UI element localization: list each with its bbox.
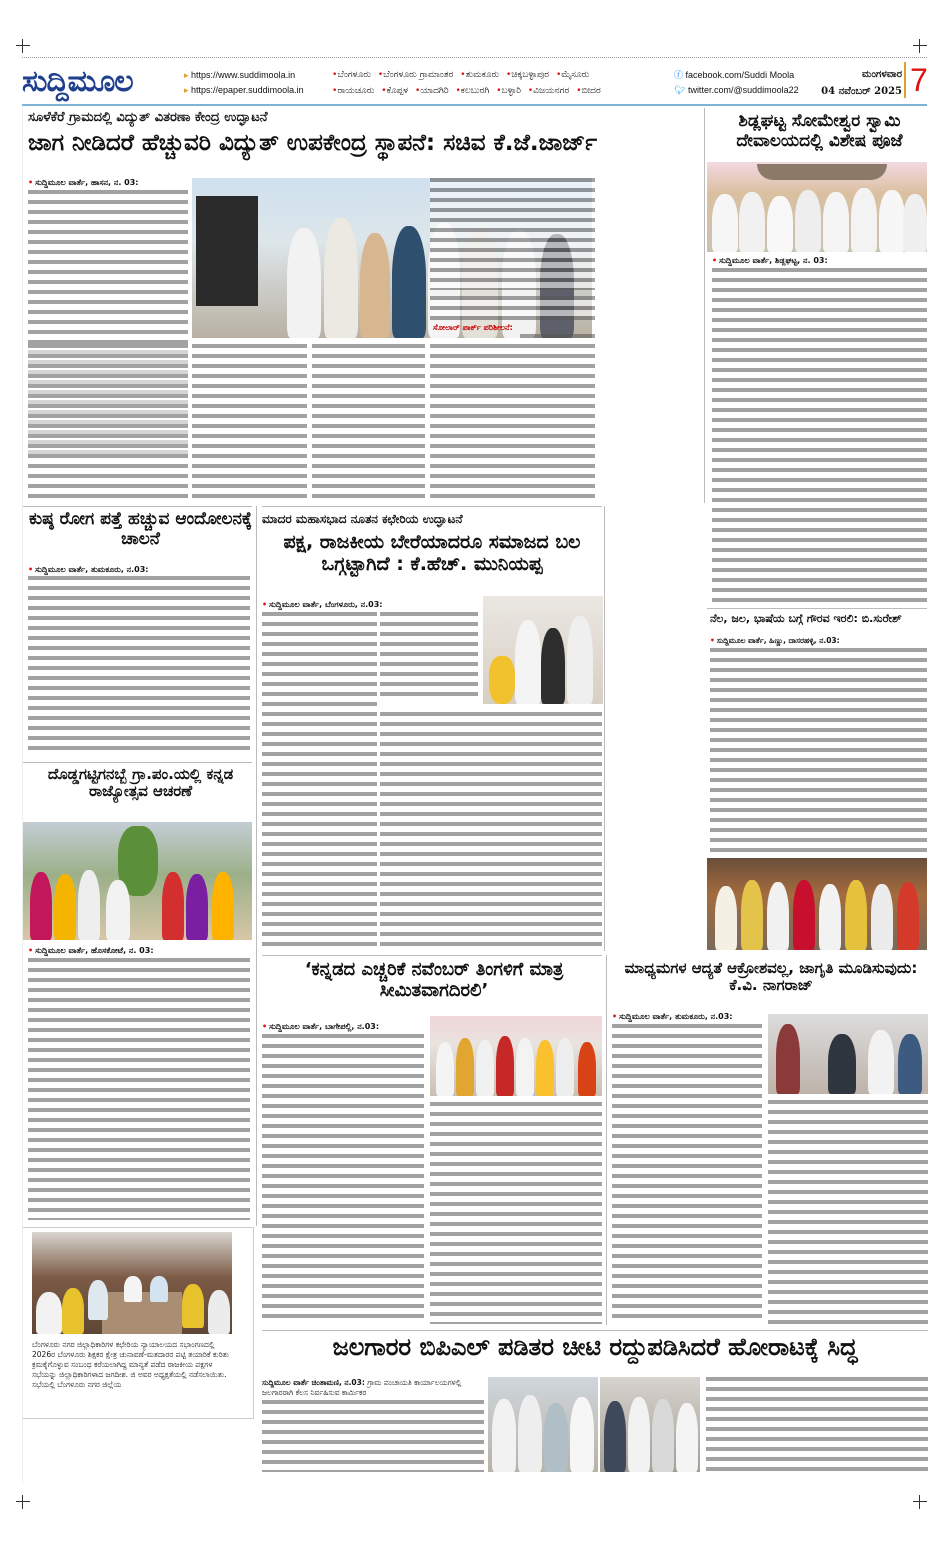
column-rule — [606, 955, 607, 1325]
lead-byline: • ಸುದ್ದಿಮೂಲ ವಾರ್ತೆ, ಹಾಸನ, ನ. 03: — [28, 178, 138, 188]
page-number: 7 — [904, 62, 934, 98]
media-byline: • ಸುದ್ದಿಮೂಲ ವಾರ್ತೆ, ತುಮಕೂರು, ನ.03: — [612, 1012, 733, 1022]
city-item: • ತುಮಕೂರು — [460, 70, 499, 80]
doddagatti-headline: ದೊಡ್ಡಗಟ್ಟಿಗನಬ್ಬೆ ಗ್ರಾ.ಪಂ.ಯಲ್ಲಿ ಕನ್ನಡ ರಾಜ್ಯೋತ್ಸವ ಆಚರಣೆ — [47, 765, 234, 801]
column-rule — [256, 506, 257, 1226]
city-editions — [332, 67, 605, 99]
temple-headline-text: ಶಿಡ್ಲಘಟ್ಟ ಸೋಮೇಶ್ವರ ಸ್ವಾಮಿ ದೇವಾಲಯದಲ್ಲಿ ವಿಶೇಷ ಪೂಜೆ — [736, 111, 903, 151]
madara-kicker: ಮಾದರ ಮಹಾಸಭಾದ ನೂತನ ಕಛೇರಿಯ ಉದ್ಘಾಟನೆ — [262, 512, 463, 526]
lead-subhead: ಸೋಲಾರ್ ಪಾರ್ಕ್ ಪರಿಶೀಲನೆ: — [433, 323, 513, 332]
bpl-lead-text: ಗ್ರಾಮ ಪಂಚಾಯತಿ ಕಾರ್ಯಾಲಯಗಳಲ್ಲಿ ಜಲಗಾರರಾಗಿ ಕೆಲಸ ನಿರ್ವಹಿಸುವ ಕಾರ್ಮಿಕರ — [262, 1378, 462, 1397]
bpl-photo-2 — [600, 1377, 700, 1472]
lead-body-col7 — [28, 344, 188, 502]
masthead-top-rule — [22, 57, 927, 59]
city-item: • ಬಳ್ಳಾರಿ — [496, 86, 521, 96]
column-rule — [604, 506, 605, 951]
city-item: • ಕೊಪ್ಪಳ — [381, 86, 408, 96]
date-block — [792, 66, 902, 100]
madara-body-col2 — [380, 612, 478, 702]
lead-body-col4 — [430, 344, 595, 502]
bpl-headline: ಜಲಗಾರರ ಬಿಪಿಎಲ್ ಪಡಿತರ ಚೀಟಿ ರದ್ದುಪಡಿಸಿದರೆ ಹೋರಾಟಕ್ಕೆ ಸಿದ್ಧ — [332, 1333, 858, 1361]
city-item: • ಬೆಂಗಳೂರು — [332, 70, 371, 80]
twitter-icon: 🐦︎ — [674, 85, 688, 95]
temple-headline — [712, 112, 927, 151]
lead-headline: ಜಾಗ ನೀಡಿದರೆ ಹೆಚ್ಚುವರಿ ವಿದ್ಯುತ್ ಉಪಕೇಂದ್ರ ಸ್ಥಾಪನೆ: ಸಚಿವ ಕೆ.ಜೆ.ಜಾರ್ಜ್ — [28, 130, 598, 156]
leprosy-headline: ಕುಷ್ಠ ರೋಗ ಪತ್ತೆ ಹಚ್ಚುವ ಆಂದೋಲನಕ್ಕೆ ಚಾಲನೆ — [29, 509, 252, 549]
website-links — [184, 68, 304, 98]
section-rule — [262, 506, 602, 507]
facebook-icon: ⓕ — [674, 70, 686, 80]
suresh-headline: ನೆಲ, ಜಲ, ಭಾಷೆಯ ಬಗ್ಗೆ ಗೌರವ ಇರಲಿ: ಬಿ.ಸುರೇಶ್ — [710, 612, 902, 625]
social-links — [674, 68, 799, 98]
city-item: • ಚಿಕ್ಕಬಳ್ಳಾಪುರ — [506, 70, 549, 80]
section-rule — [22, 762, 252, 763]
media-photo — [768, 1014, 928, 1094]
madara-body-col1 — [262, 612, 377, 950]
meeting-photo — [32, 1232, 232, 1334]
media-body-col2 — [768, 1100, 928, 1324]
section-rule — [262, 1330, 928, 1331]
leprosy-byline: • ಸುದ್ದಿಮೂಲ ವಾರ್ತೆ, ತುಮಕೂರು, ನ.03: — [28, 565, 149, 575]
crop-mark — [16, 39, 30, 53]
madara-body-col3 — [380, 712, 602, 950]
doddagatti-body — [28, 958, 250, 1220]
city-item: • ಮೈಸೂರು — [556, 70, 589, 80]
temple-photo — [707, 162, 927, 252]
meeting-caption: ಬೆಂಗಳೂರು ನಗರ ಜಿಲ್ಲಾಧಿಕಾರಿಗಳ ಕಛೇರಿಯ ನ್ಯಾಯಾಲಯದ ಸಭಾಂಗಣದಲ್ಲಿ 2026ರ ಬೆಂಗಳೂರು ಶಿಕ್ಷಕರ ಕ್ಷೇತ್ರ ಚುನಾವಣೆ-ಮತದಾರರ ಪಟ್ಟಿ ತಯಾರಿಕೆ ಕುರಿತು ಕ್ರಮಕೈಗೊಳ್ಳುವ ಸಂಬಂಧ ಕರೆಯಲಾಗಿದ್ದ ಮಾನ್ಯತೆ ಪಡೆದ ರಾಜಕೀಯ ಪಕ್ಷಗಳ ಸಭೆಯನ್ನು ಜಿಲ್ಲಾಧಿಕಾರಿಗಳಾದ ಜಗದೀಶ. ಜಿ ಅವರ ಅಧ್ಯಕ್ಷತೆಯಲ್ಲಿ ನಡೆಸಲಾಯಿತು. ಸಭೆಯಲ್ಲಿ ಬೆಂಗಳೂರು ನಗರ ಜಿಲ್ಲೆಯ — [32, 1340, 230, 1389]
kannada-body-col1 — [262, 1034, 424, 1324]
lead-kicker: ಸೂಳೆಕೆರೆ ಗ್ರಾಮದಲ್ಲಿ ವಿದ್ಯುತ್ ವಿತರಣಾ ಕೇಂದ್ರ ಉದ್ಘಾಟನೆ — [28, 110, 268, 125]
bpl-body-col2 — [706, 1377, 928, 1472]
leprosy-body — [28, 576, 250, 756]
suresh-photo — [707, 858, 927, 950]
city-item: • ವಿಜಯನಗರ — [528, 86, 569, 96]
crop-mark — [913, 1495, 927, 1509]
issue-date: 04 ನವೆಂಬರ್ 2025 — [821, 86, 902, 97]
temple-byline: • ಸುದ್ದಿಮೂಲ ವಾರ್ತೆ, ಶಿಡ್ಲಘಟ್ಟ, ನ. 03: — [712, 256, 828, 266]
page-edge-rule — [22, 108, 23, 1483]
kannada-photo — [430, 1016, 602, 1096]
temple-body — [712, 268, 927, 606]
doddagatti-byline: • ಸುದ್ದಿಮೂಲ ವಾರ್ತೆ, ಹೊಸಕೋಟೆ, ನ. 03: — [28, 946, 154, 956]
city-item: • ಬೀದರ — [576, 86, 601, 96]
suresh-body — [710, 648, 927, 853]
facebook-link[interactable]: facebook.com/Suddi Moola — [685, 70, 795, 80]
city-item: • ಬೆಂಗಳೂರು ಗ್ರಾಮಾಂತರ — [378, 70, 454, 80]
epaper-link[interactable]: ▸ https://epaper.suddimoola.in — [184, 83, 304, 98]
city-item: • ಯಾದಗಿರಿ — [415, 86, 449, 96]
city-item: • ಕಲಬುರಗಿ — [455, 86, 489, 96]
suresh-byline: • ಸುದ್ದಿಮೂಲ ವಾರ್ತೆ, ಹಿಣ್ಣು, ದಾಸರಹಳ್ಳಿ, ನ.03: — [710, 636, 840, 646]
madara-byline: • ಸುದ್ದಿಮೂಲ ವಾರ್ತೆ, ಬೆಂಗಳೂರು, ನ.03: — [262, 600, 383, 610]
column-rule — [704, 108, 705, 503]
media-body-col1 — [612, 1024, 762, 1324]
section-rule — [707, 608, 927, 609]
section-rule — [22, 506, 252, 507]
bpl-byline: ಸುದ್ದಿಮೂಲ ವಾರ್ತೆ ಚಿಂತಾಮಣಿ, ನ.03: — [262, 1378, 365, 1387]
crop-mark — [913, 39, 927, 53]
twitter-link[interactable]: twitter.com/@suddimoola22 — [687, 85, 799, 95]
bpl-photo-1 — [488, 1377, 598, 1472]
bpl-body-col1 — [262, 1400, 484, 1472]
city-item: • ರಾಯಚೂರು — [332, 86, 374, 96]
bpl-intro — [262, 1378, 484, 1398]
crop-mark — [16, 1495, 30, 1509]
lead-body-col5 — [192, 344, 307, 502]
lead-body-col3b — [520, 334, 595, 344]
doddagatti-photo — [22, 822, 252, 940]
lead-body-col6 — [312, 344, 425, 502]
website-link[interactable]: ▸ https://www.suddimoola.in — [184, 68, 304, 83]
logo: ಸುದ್ದಿಮೂಲ — [22, 64, 133, 99]
kannada-body-col2 — [430, 1102, 602, 1324]
madara-headline: ಪಕ್ಷ, ರಾಜಕೀಯ ಬೇರೆಯಾದರೂ ಸಮಾಜದ ಬಲ ಒಗ್ಗಟ್ಟಾಗಿದೆ : ಕೆ.ಹೆಚ್. ಮುನಿಯಪ್ಪ — [283, 531, 581, 575]
lead-body-col2 — [430, 178, 595, 290]
kannada-headline: ‘ಕನ್ನಡದ ಎಚ್ಚರಿಕೆ ನವೆಂಬರ್ ತಿಂಗಳಿಗೆ ಮಾತ್ರ ಸೀಮಿತವಾಗದಿರಲಿ’ — [304, 959, 564, 1001]
kannada-byline: • ಸುದ್ದಿಮೂಲ ವಾರ್ತೆ, ಬಾಗೇಪಲ್ಲಿ, ನ.03: — [262, 1022, 379, 1032]
media-headline: ಮಾಧ್ಯಮಗಳ ಆದ್ಯತೆ ಆಕ್ರೋಶವಲ್ಲ, ಜಾಗೃತಿ ಮೂಡಿಸುವುದು: ಕೆ.ವಿ. ನಾಗರಾಜ್ — [624, 959, 918, 995]
madara-photo — [483, 596, 603, 704]
section-rule — [262, 955, 602, 956]
weekday: ಮಂಗಳವಾರ — [861, 69, 902, 80]
lead-body-col3 — [430, 296, 595, 320]
masthead — [22, 62, 927, 106]
